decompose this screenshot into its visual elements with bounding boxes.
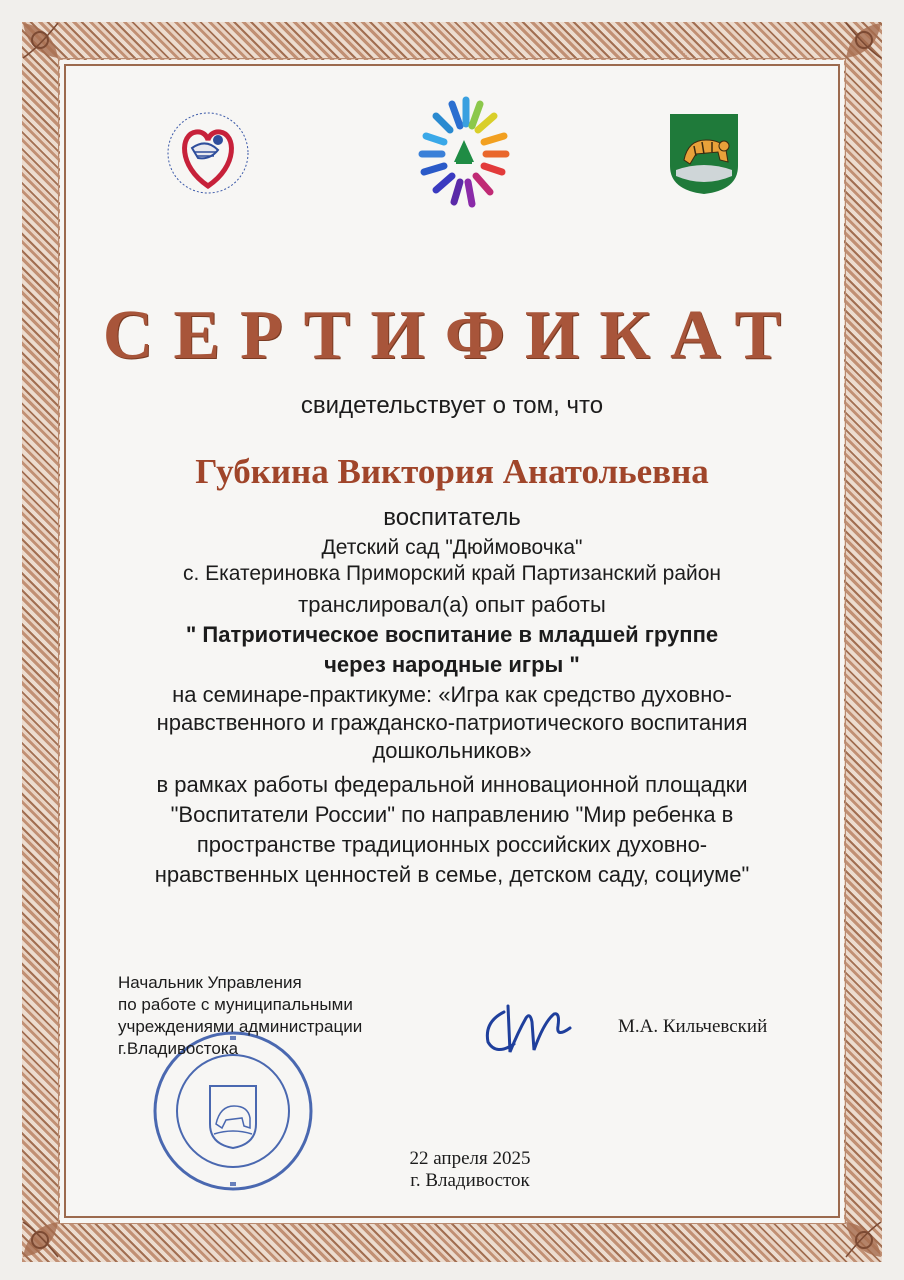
framework-line: пространстве традиционных российских духовно- <box>196 832 708 857</box>
star-spectrum-logo-icon <box>408 96 520 214</box>
corner-ornament-icon <box>816 1192 886 1262</box>
topic-line: " Патриотическое воспитание в младшей группе <box>185 622 719 647</box>
seminar-line: дошкольников» <box>372 738 532 763</box>
testifies-text: свидетельствует о том, что <box>300 392 604 419</box>
issue-date: 22 апреля 2025 <box>409 1148 531 1169</box>
broadcast-text: транслировал(а) опыт работы <box>298 592 606 617</box>
seminar-line: на семинаре-практикуме: «Игра как средство духовно- <box>172 682 732 707</box>
signer-title-line: учреждениями администрации <box>118 1017 363 1036</box>
signer-title-line: Начальник Управления <box>118 973 302 992</box>
signer-name: М.А. Кильчевский <box>618 1016 768 1037</box>
framework-line: "Воспитатели России" по направлению "Мир ребенка в <box>170 802 734 827</box>
corner-ornament-icon <box>816 18 886 88</box>
certificate-title: СЕРТИФИКАТ <box>102 297 802 374</box>
vladivostok-tiger-coat-of-arms-icon <box>666 110 742 196</box>
seminar-line: нравственного и гражданско-патриотического воспитания <box>156 710 748 735</box>
topic-line: через народные игры " <box>324 652 580 677</box>
recipient-name: Губкина Виктория Анатольевна <box>195 452 709 491</box>
corner-ornament-icon <box>18 18 88 88</box>
framework-line: нравственных ценностей в семье, детском саду, социуме" <box>154 862 750 887</box>
framework-line: в рамках работы федеральной инновационной площадки <box>156 772 748 797</box>
signer-title <box>118 972 418 1060</box>
handwritten-signature-icon <box>474 992 584 1062</box>
corner-ornament-icon <box>18 1192 88 1262</box>
signer-title-line: по работе с муниципальными <box>118 995 353 1014</box>
issue-city: г. Владивосток <box>410 1170 530 1191</box>
recipient-position: воспитатель <box>383 504 521 531</box>
vospitateli-rossii-heart-logo-icon <box>158 108 258 198</box>
organization-location: с. Екатериновка Приморский край Партизанский район <box>182 562 722 585</box>
signer-title-line: г.Владивостока <box>118 1039 239 1058</box>
organization-name: Детский сад "Дюймовочка" <box>321 536 583 559</box>
